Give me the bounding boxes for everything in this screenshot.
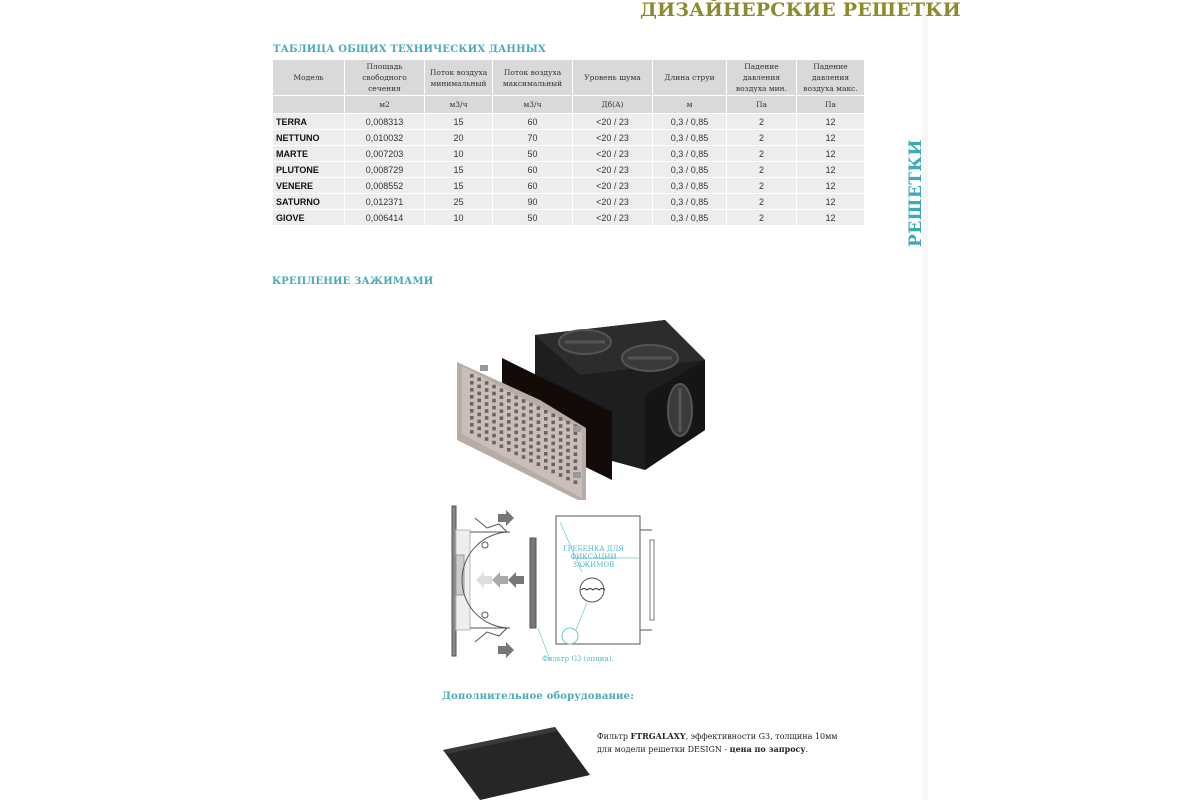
grille-hole: [544, 459, 548, 463]
grille-hole: [500, 437, 504, 441]
grille-hole: [537, 413, 541, 417]
grille-hole: [507, 434, 511, 438]
text: , эффективности G3, толщина 10мм: [685, 732, 838, 741]
grille-hole: [507, 441, 511, 445]
value-cell: 15: [425, 178, 493, 194]
grille-hole: [551, 435, 555, 439]
table-units-row: [273, 96, 865, 114]
grille-hole: [529, 410, 533, 414]
table-row: [273, 178, 865, 194]
value-cell: 2: [727, 178, 797, 194]
grille-hole: [522, 455, 526, 459]
accessory-line-2: [597, 743, 838, 756]
extra-equipment-title: Дополнительное оборудование:: [442, 691, 635, 702]
value-cell: 12: [797, 178, 865, 194]
value-cell: 10: [425, 210, 493, 226]
value-cell: <20 / 23: [573, 114, 653, 130]
model-name-cell: PLUTONE: [273, 162, 345, 178]
grille-hole: [559, 473, 563, 477]
grille-hole: [500, 402, 504, 406]
grille-hole: [514, 417, 518, 421]
value-cell: 0,012371: [345, 194, 425, 210]
value-cell: 0,3 / 0,85: [653, 146, 727, 162]
value-cell: <20 / 23: [573, 130, 653, 146]
grille-hole: [477, 427, 481, 431]
table-section-title: ТАБЛИЦА ОБЩИХ ТЕХНИЧЕСКИХ ДАННЫХ: [273, 44, 546, 55]
grille-hole: [529, 403, 533, 407]
grille-hole: [529, 438, 533, 442]
grille-hole: [566, 477, 570, 481]
value-cell: 20: [425, 130, 493, 146]
grille-hole: [477, 385, 481, 389]
value-cell: 12: [797, 146, 865, 162]
filter-mat-image: [440, 725, 590, 800]
value-cell: 0,008552: [345, 178, 425, 194]
grille-hole: [514, 431, 518, 435]
accessory-line-1: [597, 730, 838, 743]
grille-hole: [574, 459, 578, 463]
grille-hole: [507, 399, 511, 403]
grille-hole: [470, 430, 474, 434]
grille-hole: [507, 406, 511, 410]
grille-hole: [537, 462, 541, 466]
grille-hole: [477, 413, 481, 417]
grille-hole: [574, 438, 578, 442]
grille-hole: [485, 409, 489, 413]
grille-hole: [500, 444, 504, 448]
value-cell: 0,3 / 0,85: [653, 130, 727, 146]
column-header: Поток воздуха максимальный: [493, 60, 573, 96]
grille-hole: [537, 420, 541, 424]
product-code: FTRGALAXY: [630, 731, 686, 741]
grille-hole: [566, 442, 570, 446]
grille-hole: [477, 392, 481, 396]
grille-hole: [544, 466, 548, 470]
value-cell: 70: [493, 130, 573, 146]
grille-hole: [470, 395, 474, 399]
value-cell: 12: [797, 194, 865, 210]
value-cell: 0,010032: [345, 130, 425, 146]
grille-hole: [551, 421, 555, 425]
grille-hole: [551, 414, 555, 418]
grille-hole: [485, 388, 489, 392]
table-row: [273, 194, 865, 210]
value-cell: <20 / 23: [573, 146, 653, 162]
value-cell: 60: [493, 162, 573, 178]
grille-hole: [492, 434, 496, 438]
grille-hole: [544, 417, 548, 421]
grille-hole: [522, 448, 526, 452]
text: Фильтр: [597, 732, 631, 741]
grille-hole: [492, 427, 496, 431]
grille-hole: [529, 424, 533, 428]
column-header: Уровень шума: [573, 60, 653, 96]
grille-hole: [529, 452, 533, 456]
grille-hole: [514, 410, 518, 414]
grille-hole: [544, 431, 548, 435]
value-cell: 2: [727, 114, 797, 130]
grille-hole: [470, 423, 474, 427]
grille-hole: [492, 399, 496, 403]
grille-hole: [522, 420, 526, 424]
table-row: [273, 130, 865, 146]
model-name-cell: NETTUNO: [273, 130, 345, 146]
value-cell: 2: [727, 146, 797, 162]
grille-hole: [574, 480, 578, 484]
value-cell: 2: [727, 194, 797, 210]
grille-hole: [566, 470, 570, 474]
value-cell: 25: [425, 194, 493, 210]
grille-hole: [507, 413, 511, 417]
model-name-cell: GIOVE: [273, 210, 345, 226]
grille-hole: [559, 431, 563, 435]
unit-cell: м3/ч: [493, 96, 573, 114]
grille-hole: [566, 463, 570, 467]
column-header: Падение давления воздуха макс.: [797, 60, 865, 96]
grille-hole: [492, 420, 496, 424]
grille-hole: [514, 452, 518, 456]
column-header: Падение давления воздуха мин.: [727, 60, 797, 96]
value-cell: <20 / 23: [573, 194, 653, 210]
value-cell: 2: [727, 130, 797, 146]
grille-hole: [522, 441, 526, 445]
price-note: цена по запросу: [729, 744, 806, 754]
grille-hole: [544, 438, 548, 442]
grille-hole: [485, 381, 489, 385]
spec-table: [272, 59, 865, 226]
grille-hole: [492, 385, 496, 389]
value-cell: 0,3 / 0,85: [653, 210, 727, 226]
grille-hole: [544, 410, 548, 414]
page-title: ДИЗАЙНЕРСКИЕ РЕШЕТКИ: [640, 0, 961, 21]
unit-cell: м2: [345, 96, 425, 114]
table-row: [273, 162, 865, 178]
comb-label-line: ГРЕБЕНКА ДЛЯ: [563, 545, 624, 553]
grille-hole: [507, 392, 511, 396]
grille-hole: [507, 420, 511, 424]
mounting-diagram: [440, 500, 680, 670]
value-cell: 12: [797, 210, 865, 226]
value-cell: 0,3 / 0,85: [653, 162, 727, 178]
grille-hole: [514, 403, 518, 407]
grille-hole: [477, 434, 481, 438]
side-label-text: РЕШЕТКИ: [906, 139, 926, 247]
model-name-cell: VENERE: [273, 178, 345, 194]
grille-hole: [522, 399, 526, 403]
value-cell: 60: [493, 114, 573, 130]
table-row: [273, 114, 865, 130]
model-name-cell: SATURNO: [273, 194, 345, 210]
grille-hole: [477, 399, 481, 403]
grille-hole: [559, 459, 563, 463]
grille-hole: [566, 435, 570, 439]
grille-hole: [485, 395, 489, 399]
grille-hole: [559, 417, 563, 421]
column-header: Модель: [273, 60, 345, 96]
table-body: [273, 114, 865, 226]
grille-hole: [522, 413, 526, 417]
grille-hole: [537, 441, 541, 445]
grille-hole: [522, 427, 526, 431]
grille-hole: [492, 441, 496, 445]
grille-hole: [500, 388, 504, 392]
grille-hole: [470, 388, 474, 392]
value-cell: 0,006414: [345, 210, 425, 226]
value-cell: 2: [727, 210, 797, 226]
side-label: [898, 139, 934, 247]
grille-hole: [559, 466, 563, 470]
grille-hole: [529, 459, 533, 463]
comb-label-line: ЗАЖИМОВ: [572, 561, 615, 569]
model-name-cell: TERRA: [273, 114, 345, 130]
model-name-cell: MARTE: [273, 146, 345, 162]
value-cell: 0,3 / 0,85: [653, 178, 727, 194]
grille-hole: [522, 434, 526, 438]
grille-hole: [500, 409, 504, 413]
unit-cell: м: [653, 96, 727, 114]
grille-hole: [492, 413, 496, 417]
grille-hole: [514, 438, 518, 442]
grille-hole: [544, 445, 548, 449]
unit-cell: Па: [727, 96, 797, 114]
grille-hole: [492, 392, 496, 396]
unit-cell: Па: [797, 96, 865, 114]
grille-hole: [537, 427, 541, 431]
value-cell: 0,008729: [345, 162, 425, 178]
grille-hole: [574, 452, 578, 456]
grille-hole: [551, 442, 555, 446]
grille-hole: [566, 428, 570, 432]
grille-hole: [551, 470, 555, 474]
grille-hole: [559, 438, 563, 442]
grille-hole: [559, 445, 563, 449]
grille-hole: [537, 455, 541, 459]
value-cell: 12: [797, 162, 865, 178]
unit-cell: м3/ч: [425, 96, 493, 114]
grille-hole: [514, 424, 518, 428]
grille-hole: [477, 378, 481, 382]
value-cell: 15: [425, 162, 493, 178]
unit-cell: Дб(A): [573, 96, 653, 114]
grille-hole: [470, 381, 474, 385]
text: .: [805, 745, 809, 754]
grille-hole: [500, 395, 504, 399]
grille-hole: [507, 427, 511, 431]
grille-hole: [477, 420, 481, 424]
value-cell: 0,3 / 0,85: [653, 194, 727, 210]
grille-hole: [559, 452, 563, 456]
table-header-row: [273, 60, 865, 96]
grille-hole: [544, 424, 548, 428]
unit-cell: [273, 96, 345, 114]
value-cell: 15: [425, 114, 493, 130]
grille-hole: [566, 449, 570, 453]
grille-hole: [477, 406, 481, 410]
grille-hole: [470, 402, 474, 406]
grille-hole: [500, 430, 504, 434]
accessory-description: [597, 730, 838, 756]
grille-hole: [500, 423, 504, 427]
grille-hole: [485, 437, 489, 441]
column-header: Поток воздуха минимальный: [425, 60, 493, 96]
grille-hole: [551, 449, 555, 453]
filter-label: Фильтр G3 (опция).: [542, 655, 614, 663]
grille-hole: [529, 431, 533, 435]
grille-hole: [514, 396, 518, 400]
value-cell: 2: [727, 162, 797, 178]
value-cell: 90: [493, 194, 573, 210]
grille-hole: [551, 428, 555, 432]
value-cell: <20 / 23: [573, 210, 653, 226]
column-header: Площадь свободного сечения: [345, 60, 425, 96]
grille-hole: [485, 416, 489, 420]
value-cell: 12: [797, 114, 865, 130]
value-cell: 12: [797, 130, 865, 146]
table-row: [273, 146, 865, 162]
grille-hole: [544, 452, 548, 456]
grille-hole: [529, 445, 533, 449]
grille-hole: [537, 434, 541, 438]
table-row: [273, 210, 865, 226]
value-cell: 10: [425, 146, 493, 162]
grille-hole: [485, 402, 489, 406]
grille-hole: [566, 421, 570, 425]
value-cell: <20 / 23: [573, 162, 653, 178]
value-cell: 0,008313: [345, 114, 425, 130]
grille-hole: [470, 374, 474, 378]
grille-hole: [529, 417, 533, 421]
grille-hole: [492, 406, 496, 410]
grille-hole: [574, 466, 578, 470]
value-cell: <20 / 23: [573, 178, 653, 194]
grille-hole: [537, 448, 541, 452]
grille-hole: [514, 445, 518, 449]
grille-hole: [559, 424, 563, 428]
grille-hole: [470, 409, 474, 413]
grille-hole: [485, 430, 489, 434]
grille-hole: [566, 456, 570, 460]
grille-hole: [551, 463, 555, 467]
value-cell: 60: [493, 178, 573, 194]
grille-hole: [551, 456, 555, 460]
value-cell: 50: [493, 146, 573, 162]
value-cell: 0,3 / 0,85: [653, 114, 727, 130]
grille-hole: [537, 406, 541, 410]
column-header: Длина струи: [653, 60, 727, 96]
clamp-section-title: КРЕПЛЕНИЕ ЗАЖИМАМИ: [272, 276, 434, 287]
comb-label: [563, 545, 624, 569]
value-cell: 50: [493, 210, 573, 226]
value-cell: 0,007203: [345, 146, 425, 162]
grille-hole: [574, 445, 578, 449]
grille-hole: [522, 406, 526, 410]
product-render-image: [440, 300, 730, 500]
grille-hole: [500, 416, 504, 420]
comb-label-line: ФИКСАЦИИ: [570, 553, 617, 561]
page-edge-strip: [922, 0, 928, 800]
grille-hole: [507, 448, 511, 452]
text: для модели решетки DESIGN -: [597, 745, 730, 754]
grille-hole: [485, 423, 489, 427]
grille-hole: [470, 416, 474, 420]
